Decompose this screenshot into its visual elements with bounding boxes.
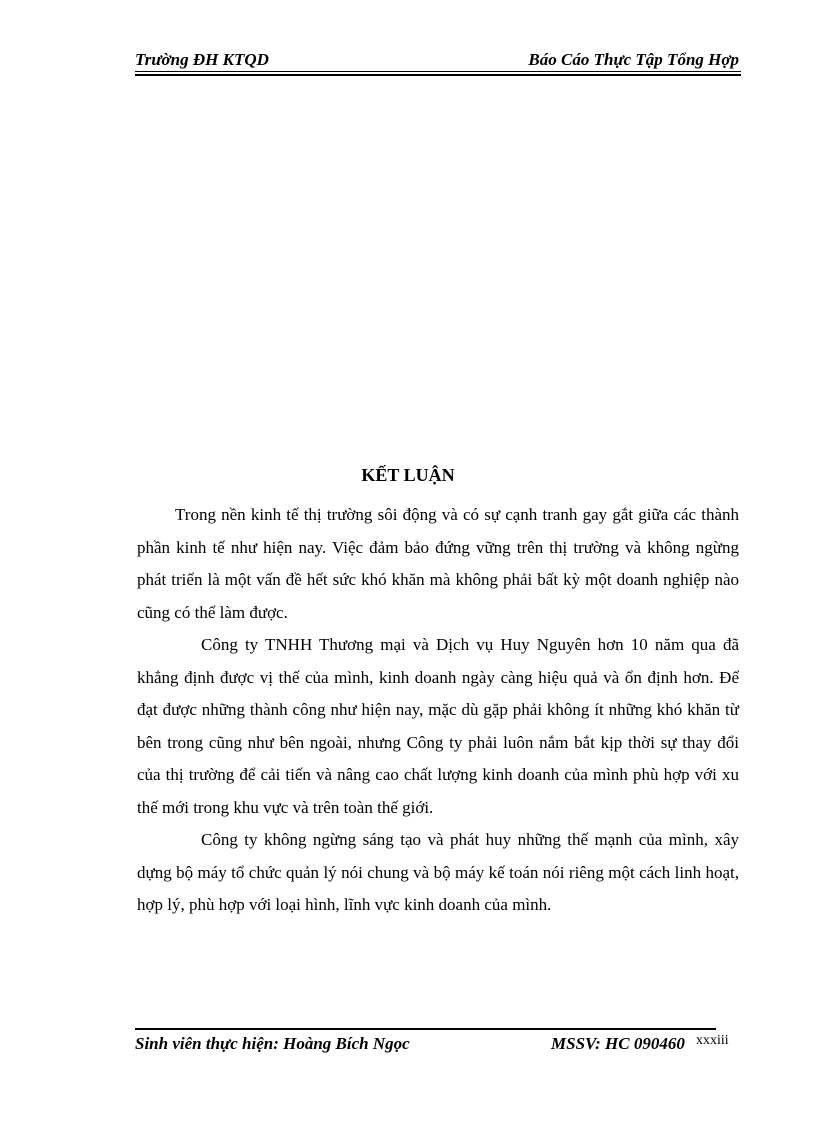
paragraph-1: Trong nền kinh tế thị trường sôi động và có sự cạnh tranh gay gắt giữa các thành phần kinh tế như hiện nay. Việc đảm bảo đứng vững trên thị trường và không ngừng phát triển là một vấn đề hết sức khó khăn mà không phải bất kỳ một doanh nghiệp nào cũng có thể làm được. xyxy=(137,505,739,622)
page-title: KẾT LUẬN xyxy=(361,465,455,485)
header-rule-thick xyxy=(135,74,741,76)
paragraph-3: Công ty không ngừng sáng tạo và phát huy những thế mạnh của mình, xây dựng bộ máy tổ chức quản lý nói chung và bộ máy kế toán nói riêng một cách linh hoạt, hợp lý, phù hợp với loại hình, lĩnh vực kinh doanh của mình. xyxy=(137,830,739,914)
footer-student-id: MSSV: HC 090460 xyxy=(551,1034,685,1053)
page-number: xxxiii xyxy=(696,1033,729,1048)
header-report-title: Báo Cáo Thực Tập Tổng Hợp xyxy=(528,50,739,69)
footer-rule xyxy=(135,1028,716,1030)
footer-student-name: Sinh viên thực hiện: Hoàng Bích Ngọc xyxy=(135,1034,410,1053)
page-footer xyxy=(135,1024,741,1064)
header-rule-thin xyxy=(135,71,741,72)
document-body xyxy=(137,499,739,922)
paragraph-2: Công ty TNHH Thương mại và Dịch vụ Huy Nguyên hơn 10 năm qua đã khẳng định được vị thế của mình, kinh doanh ngày càng hiệu quả và ổn định hơn. Để đạt được những thành công như hiện nay, mặc dù gặp phải không ít những khó khăn từ bên trong cũng như bên ngoài, nhưng Công ty phải luôn nắm bắt kịp thời sự thay đổi của thị trường để cải tiến và nâng cao chất lượng kinh doanh của mình phù hợp với xu thế mới trong khu vực và trên toàn thế giới. xyxy=(137,635,739,817)
page-header xyxy=(135,48,741,78)
header-school: Trường ĐH KTQD xyxy=(135,50,269,69)
